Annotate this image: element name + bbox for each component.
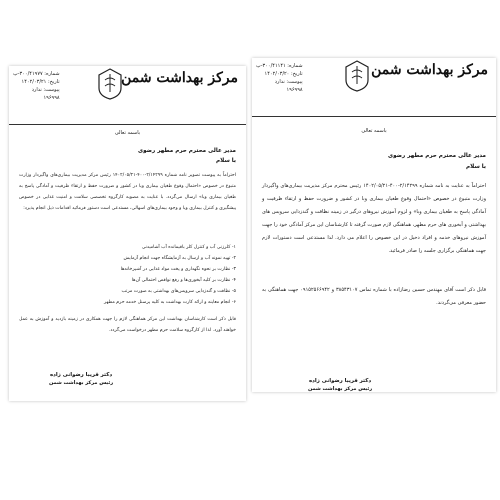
list-item: ۵- نظافت و گندزدایی سرویس‌های بهداشتی به صورت مرتب <box>121 289 236 294</box>
addressee: مدیر عالی محترم حرم مطهر رضوی <box>387 153 486 159</box>
letter-attachment: پیوست: ندارد <box>274 79 303 85</box>
list-item: ۱- کلرزنی آب و کنترل کلر باقیمانده آب آشامیدنی <box>141 245 236 250</box>
letter-paragraph: احتراماً به پیوست تصویر نامه شماره ۲/۱۴۲۹۹-۴۰۰-۱۴۰۲/۰۵/۲۱ رئیس مرکز مدیریت بیماری‌های واگیردار وزارت متبوع در خصوص «احتمال وقوع طغیان بیماری وبا در کشور و ضرورت حفظ و ارتقاء ظرفیت و آمادگی پاسخ به طغیان بیماری وبا» ارسال می‌گردد. با عنایت به مصوبه کارگروه تخصصی سلامت و امنیت غذایی در خصوص پیشگیری و کنترل بیماری وبا و وجود بیماری‌های اسهالی، مستدعی است دستور فرمائید اقدامات ذیل انجام پذیرد: <box>19 173 236 211</box>
signer-title: رئیس مرکز بهداشت شمن <box>308 386 373 392</box>
letter-code: ۱۹۶۹۹۸ <box>43 95 60 101</box>
letter-paragraph: قابل ذکر است آقای مهندس حسین رضازاده با شماره تماس ۳۸۵۴۳۱۰۷ و ۰۹۱۵۲۵۶۶۹۴۲ جهت هماهنگی به حضور معرفی می‌گردند. <box>262 287 486 306</box>
emblem-icon <box>344 60 370 92</box>
letter-meta <box>256 62 303 94</box>
signature-block <box>49 372 113 386</box>
signer-name: دکتر فریبا رضوانی زاده <box>49 372 113 378</box>
letter-attachment: پیوست: ندارد <box>31 87 60 93</box>
list-item: ۴- نظارت بر کلیه آبخوری‌ها و رفع نواقص احتمالی آن‌ها <box>131 278 236 283</box>
letter-code: ۱۹۶۹۹۸ <box>286 87 303 93</box>
letter-date: تاریخ: ۱۴۰۲/۰۳/۲۰ <box>264 71 303 77</box>
signer-title: رئیس مرکز بهداشت شمن <box>49 380 114 386</box>
brand-title: مرکز بهداشت شمن <box>121 70 238 86</box>
brand-title: مرکز بهداشت شمن <box>371 62 488 78</box>
bismillah: باسمه تعالی <box>361 128 387 134</box>
action-list <box>19 242 236 308</box>
letter-left <box>9 66 246 401</box>
letter-number: شماره: ۳۰۰/۴۱۹۷۷-پ <box>13 71 60 77</box>
letter-closing: قابل ذکر است کارشناسان بهداشت این مرکز هماهنگی لازم را جهت همکاری در زمینه بازدید و آموزش به عمل خواهند آورد. لذا از کارگروه سلامت حرم مطهر درخواست می‌گردد. <box>19 317 236 333</box>
addressee: مدیر عالی محترم حرم مطهر رضوی <box>137 148 236 154</box>
letter-header <box>9 66 246 125</box>
letter-date: تاریخ: ۱۴۰۲/۰۳/۲۱ <box>21 79 60 85</box>
list-item: ۲- تهیه نمونه آب و ارسال به آزمایشگاه جهت انجام آزمایش <box>123 256 236 261</box>
list-item: ۶- انجام معاینه و ارائه کارت بهداشت به کلیه پرسنل خدمه حرم مطهر <box>103 300 236 305</box>
letter-meta <box>13 70 60 102</box>
greeting: با سلام <box>466 164 486 170</box>
letter-right <box>252 58 496 392</box>
signer-name: دکتر فریبا رضوانی زاده <box>308 378 372 384</box>
emblem-icon <box>97 68 123 100</box>
letter-number: شماره: ۳۰۰/۴۱۱۴۱-پ <box>256 63 303 69</box>
bismillah: باسمه تعالی <box>114 130 141 136</box>
letter-paragraph: احتراماً به عنایت به نامه شماره ۲/۱۴۲۹۹-۴۰۰-۱۴۰۲/۰۵/۲۱ رئیس محترم مرکز مدیریت بیماری‌های واگیردار وزارت متبوع در خصوص «احتمال وقوع طغیان بیماری وبا در کشور و ضرورت حفظ و ارتقاء ظرفیت و آمادگی پاسخ به طغیان بیماری وبا» و لزوم آموزش نیروهای درگیر در زمینه نظافت و گندزدایی سرویس های بهداشتی و آبخوری های حرم مطهر، هماهنگی لازم صورت گرفته تا کارشناسان این مرکز آمادگی خود را جهت آموزش نیروهای خدمه و افراد دخیل در این خصوص را اعلام می دارد. لذا مستدعی است دستورات لازم جهت هماهنگی برگزاری جلسه را صادر فرمائید. <box>262 183 486 254</box>
greeting: با سلام <box>216 158 236 164</box>
letter-header <box>252 58 496 117</box>
signature-block <box>308 378 372 392</box>
list-item: ۳- نظارت بر نحوه نگهداری و پخت مواد غذایی در آشپزخانه‌ها <box>120 267 236 272</box>
